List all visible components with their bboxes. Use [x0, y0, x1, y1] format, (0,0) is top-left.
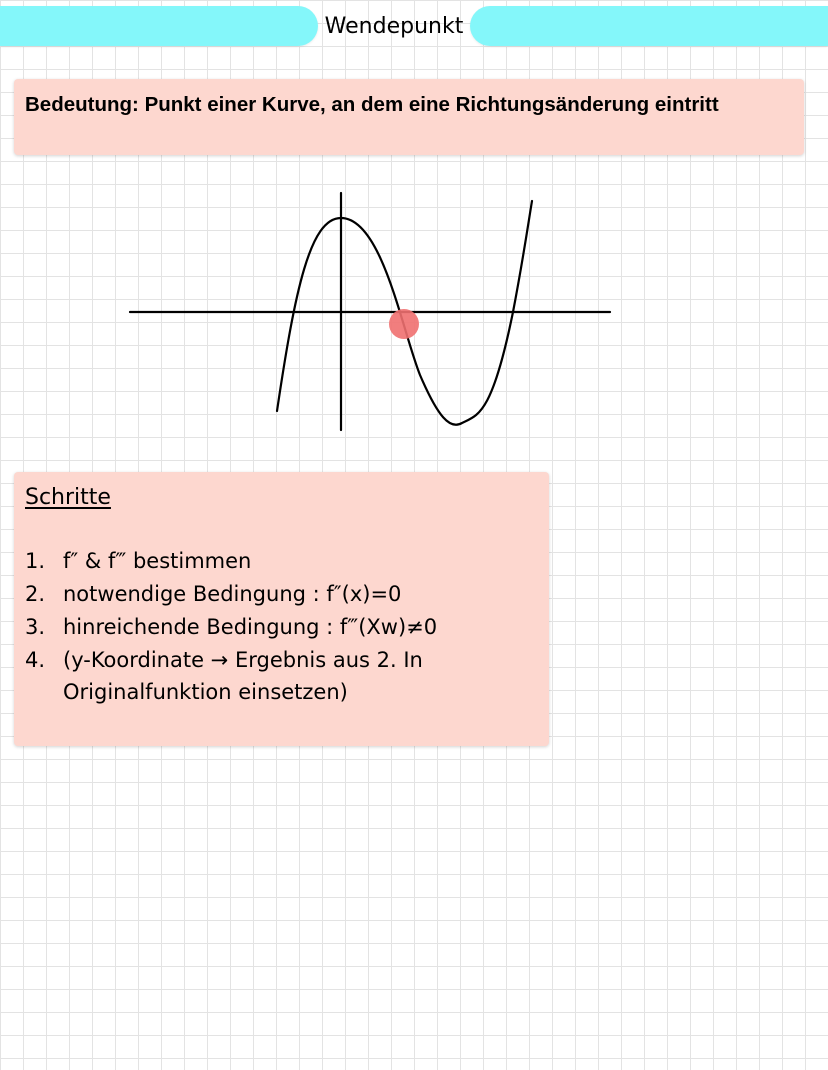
page-title: Wendepunkt	[324, 14, 464, 39]
step-text: hinreichende Bedingung : f‴(Xw)≠0	[63, 615, 438, 639]
step-number: 4.	[25, 648, 46, 672]
step-item	[25, 578, 535, 610]
steps-card	[14, 472, 549, 746]
steps-list	[25, 545, 535, 709]
header-band-right	[470, 6, 828, 46]
header-band-left	[0, 6, 318, 46]
step-text: f″ & f‴ bestimmen	[63, 549, 252, 573]
inflection-point-marker	[389, 309, 419, 339]
step-number: 3.	[25, 615, 46, 639]
step-number: 1.	[25, 549, 46, 573]
steps-heading: Schritte	[25, 485, 111, 510]
step-text: notwendige Bedingung : f″(x)=0	[63, 582, 402, 606]
meaning-text: Bedeutung: Punkt einer Kurve, an dem eine Richtungsänderung eintritt	[25, 93, 719, 116]
step-item	[25, 644, 535, 708]
step-text: (y-Koordinate → Ergebnis aus 2. In Originalfunktion einsetzen)	[63, 648, 423, 704]
inflection-point-graph	[120, 185, 620, 440]
step-item	[25, 611, 535, 643]
step-number: 2.	[25, 582, 46, 606]
step-item	[25, 545, 535, 577]
meaning-card	[14, 79, 804, 155]
